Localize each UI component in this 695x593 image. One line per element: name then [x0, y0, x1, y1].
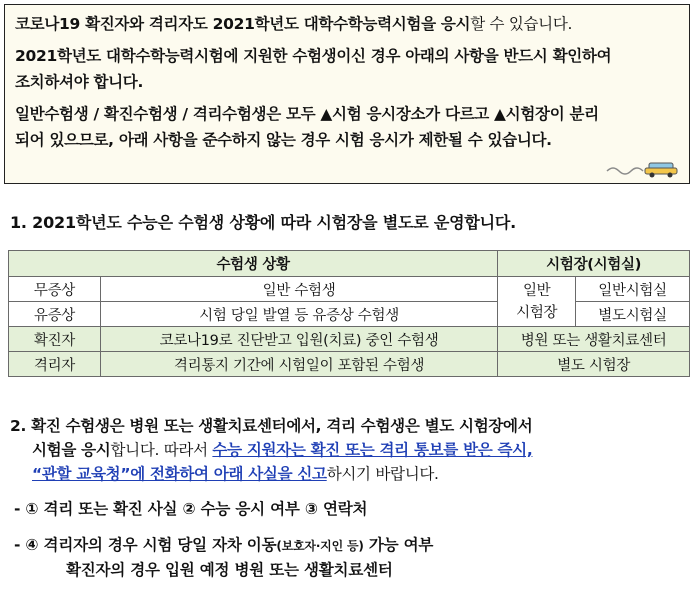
section-2-line-2	[10, 438, 690, 462]
table-row	[9, 302, 690, 327]
notice-line-2: 2021학년도 대학수학능력시험에 지원한 수험생이신 경우 아래의 사항을 반드시 확인하여	[15, 47, 612, 65]
section-2-line-2-normal: 합니다. 따라서	[110, 441, 213, 459]
exam-site-table	[8, 250, 690, 377]
bullet-2-note: (보호자·지인 등)	[276, 539, 364, 553]
notice-box	[4, 4, 690, 184]
table-row	[9, 277, 690, 302]
header-status: 수험생 상황	[9, 251, 498, 277]
row-desc: 격리통지 기간에 시험일이 포함된 수험생	[100, 352, 497, 377]
bullet-3: 확진자의 경우 입원 예정 병원 또는 생활치료센터	[66, 561, 393, 579]
section-2-line-1: 2. 확진 수험생은 병원 또는 생활치료센터에서, 격리 수험생은 별도 시험장에서	[10, 417, 533, 435]
row-site: 병원 또는 생활치료센터	[498, 327, 690, 352]
notice-line-4: 일반수험생 / 확진수험생 / 격리수험생은 모두 ▲시험 응시장소가 다르고 ▲시험장이 분리	[15, 105, 599, 123]
section-2-line-3-normal: 하시기 바랍니다.	[326, 465, 439, 483]
notice-line-3: 조치하셔야 합니다.	[15, 73, 144, 91]
bullet-2-tail: 가능 여부	[363, 536, 434, 554]
bullet-2-text: - ④ 격리자의 경우 시험 당일 자차 이동	[14, 536, 277, 554]
row-type: 격리자	[9, 352, 101, 377]
row-desc: 시험 당일 발열 등 유증상 수험생	[100, 302, 497, 327]
notice-line-1-bold: 코로나19 확진자와 격리자도 2021학년도 대학수학능력시험을 응시	[15, 15, 471, 33]
row-type: 무증상	[9, 277, 101, 302]
general-site-line-2: 시험장	[516, 304, 558, 321]
row-type: 유증상	[9, 302, 101, 327]
section-2	[10, 414, 690, 486]
notice-line-5: 되어 있으므로, 아래 사항을 준수하지 않는 경우 시험 응시가 제한될 수 있습니다.	[15, 131, 552, 149]
section-2-line-3	[10, 462, 690, 486]
section-2-highlight-2: “관할 교육청”에 전화하여 아래 사실을 신고	[32, 465, 327, 483]
section-2-highlight-1: 수능 지원자는 확진 또는 격리 통보를 받은 즉시,	[212, 441, 533, 459]
row-desc: 일반 수험생	[100, 277, 497, 302]
section-2-line-2-bold: 시험을 응시	[32, 441, 111, 459]
general-site-line-1: 일반	[522, 282, 551, 299]
table-row	[9, 327, 690, 352]
row-site: 별도 시험장	[498, 352, 690, 377]
section-1-title: 1. 2021학년도 수능은 수험생 상황에 따라 시험장을 별도로 운영합니다.	[10, 213, 517, 232]
notice-line-1	[15, 11, 679, 37]
general-site-cell	[498, 277, 576, 327]
row-type: 확진자	[9, 327, 101, 352]
table-header-row	[9, 251, 690, 277]
bullet-1: - ① 격리 또는 확진 사실 ② 수능 응시 여부 ③ 연락처	[14, 500, 368, 518]
row-site: 일반시험실	[576, 277, 690, 302]
row-site: 별도시험실	[576, 302, 690, 327]
car-icon	[605, 159, 679, 179]
bullet-2	[14, 533, 433, 582]
table-row	[9, 352, 690, 377]
notice-line-1-normal: 할 수 있습니다.	[470, 15, 573, 33]
row-desc: 코로나19로 진단받고 입원(치료) 중인 수험생	[100, 327, 497, 352]
header-site: 시험장(시험실)	[498, 251, 690, 277]
